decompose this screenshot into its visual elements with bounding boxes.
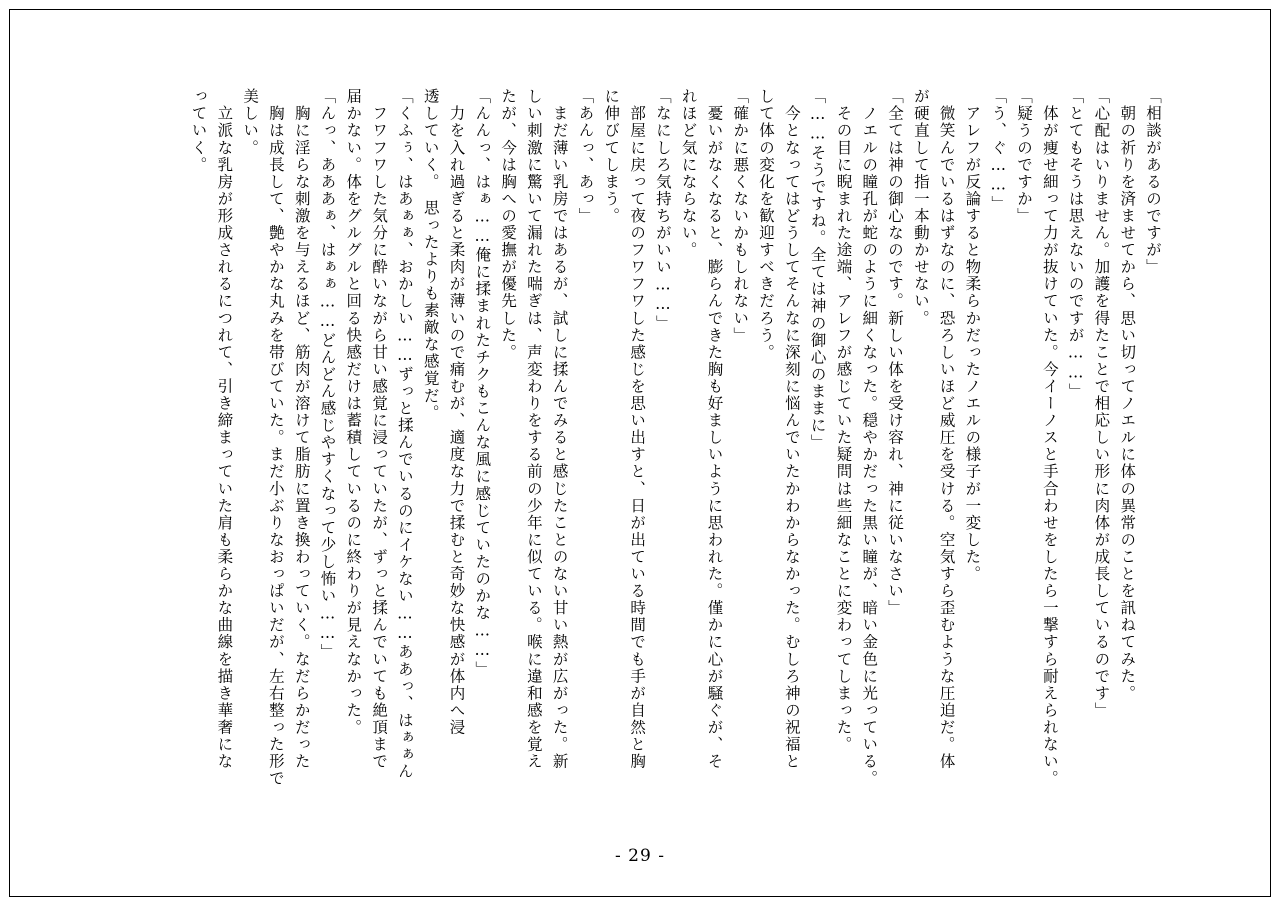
text-line: が硬直して指一本動かせない。: [911, 88, 930, 327]
text-line: 「んんっ、はぁ……俺に揉まれたチクもこんな風に感じていたのかな……」: [473, 88, 492, 678]
text-line: フワフワした気分に酔いながら甘い感覚に浸っていたが、ずっと揉んでいても絶頂まで: [370, 88, 389, 770]
text-line: 届かない。体をグルグルと回る快感だけは蓄積しているのに終わりが見えなかった。: [344, 88, 363, 736]
text-line: 美しい。: [241, 88, 260, 157]
text-line: 「相談があるのですが」: [1144, 88, 1162, 276]
text-line: 今となってはどうしてそんなに深刻に悩んでいたかわからなかった。むしろ神の祝福と: [782, 88, 801, 770]
text-line: 朝の祈りを済ませてから、思い切ってノエルに体の異常のことを訊ねてみた。: [1118, 88, 1137, 702]
text-line: 透していく。 思ったよりも素敵な感覚だ。: [421, 88, 440, 422]
text-line: 胸に淫らな刺激を与えるほど、筋肉が溶けて脂肪に置き換わっていく。なだらかだった: [292, 88, 311, 770]
text-line: 憂いがなくなると、膨らんできた胸も好ましいように思われた。僅かに心が騒ぐが、そ: [705, 88, 724, 770]
text-line: その目に睨まれた途端、アレフが感じていた疑問は些細なことに変わってしまった。: [834, 88, 853, 753]
text-line: 「心配はいりません。加護を得たことで相応しい形に肉体が成長しているのです」: [1092, 88, 1111, 719]
text-line: 「疑うのですか」: [1015, 88, 1034, 225]
text-line: に伸びてしまう。: [602, 88, 621, 225]
text-line: れほど気にならない。: [679, 88, 698, 259]
text-line: たが、今は胸への愛撫が優先した。: [499, 88, 518, 361]
text-line: して体の変化を歓迎すべきだろう。: [757, 88, 776, 361]
text-line: 部屋に戻って夜のフワフワした感じを思い出すと、日が出ている時間でも手が自然と胸: [628, 88, 647, 770]
text-line: 微笑んでいるはずなのに、恐ろしいほど威圧を受ける。空気すら歪むような圧迫だ。体: [937, 88, 956, 770]
text-line: 「とてもそうは思えないのですが……」: [1066, 88, 1085, 400]
text-line: 「くふぅ、はあぁぁ、おかしい……ずっと揉んでいるのにイケない……ああっ、はぁぁん: [395, 88, 414, 780]
text-line: っていく。: [189, 88, 208, 174]
text-line: 体が痩せ細って力が抜けていた。今イーノスと手合わせをしたら一撃すら耐えられない。: [1040, 88, 1059, 788]
vertical-text-body: [96, 88, 1160, 800]
text-line: アレフが反論すると物柔らかだったノエルの様子が一変した。: [963, 88, 982, 583]
text-line: ノエルの瞳孔が蛇のように細くなった。穏やかだった黒い瞳が、暗い金色に光っている。: [860, 88, 879, 788]
text-line: 力を入れ過ぎると柔肉が薄いので痛むが、適度な力で揉むと奇妙な快感が体内へ浸: [447, 88, 466, 736]
page-number: - 29 -: [615, 846, 665, 866]
text-line: 胸は成長して、艶やかな丸みを帯びていた。まだ小ぶりなおっぱいだが、左右整った形で: [266, 88, 285, 788]
text-line: 「全ては神の御心なのです。新しい体を受け容れ、神に従いなさい」: [886, 88, 905, 617]
text-line: 「確かに悪くないかもしれない」: [731, 88, 750, 344]
text-line: 立派な乳房が形成されるにつれて、引き締まっていた肩も柔らかな曲線を描き華奢にな: [215, 88, 234, 770]
text-line: まだ薄い乳房ではあるが、試しに揉んでみると感じたことのない甘い熱が広がった。新: [550, 88, 569, 770]
text-line: 「なにしろ気持ちがいい……」: [653, 88, 672, 332]
text-line: 「う、ぐ……」: [989, 88, 1008, 213]
text-line: 「あんっ、あっ」: [576, 88, 595, 225]
text-line: しい刺激に驚いて漏れた喘ぎは、声変わりをする前の少年に似ている。喉に違和感を覚え: [524, 88, 543, 770]
text-line: 「んっ、あああぁ、はぁぁ……どんどん感じやすくなって少し怖い……」: [318, 88, 337, 661]
text-line: 「……そうですね。全ては神の御心のままに」: [808, 88, 827, 452]
